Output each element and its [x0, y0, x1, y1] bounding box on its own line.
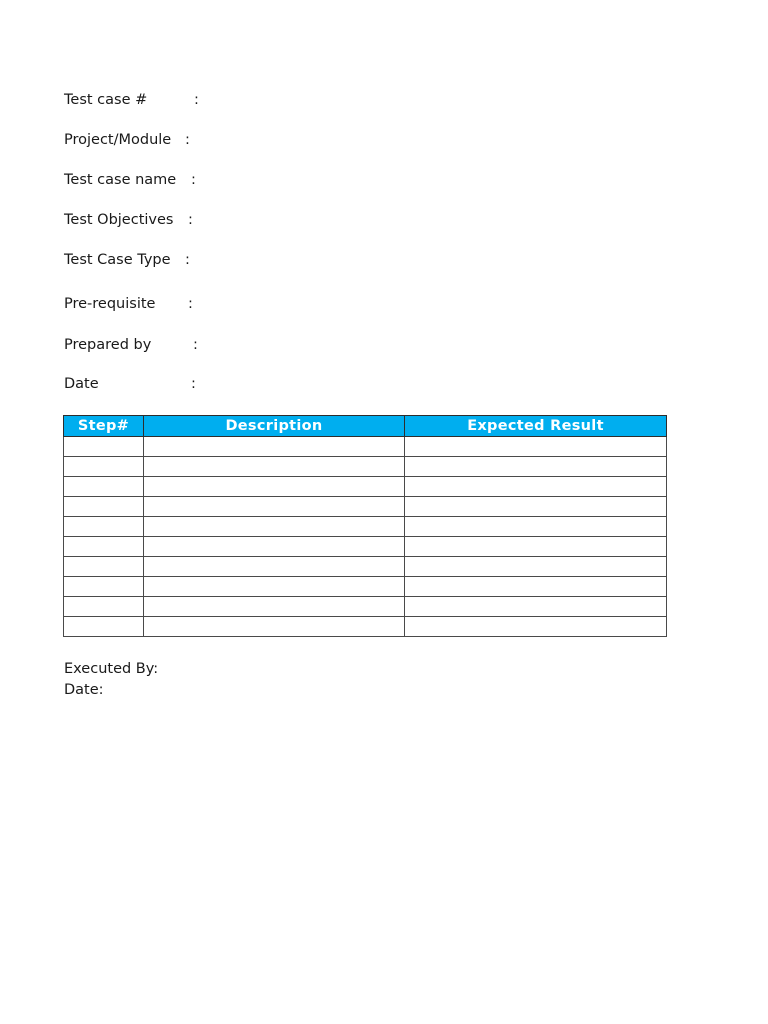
expected-result-cell[interactable]	[405, 457, 667, 477]
table-row	[64, 497, 667, 517]
table-body	[64, 437, 667, 637]
field-label: Pre-requisite	[64, 296, 156, 312]
expected-result-cell[interactable]	[405, 597, 667, 617]
table-row	[64, 477, 667, 497]
test-steps-table	[63, 415, 667, 637]
table-row	[64, 457, 667, 477]
expected-result-cell[interactable]	[405, 577, 667, 597]
field-colon: :	[193, 337, 198, 353]
expected-result-cell[interactable]	[405, 617, 667, 637]
description-cell[interactable]	[144, 437, 405, 457]
field-prepared-by	[64, 336, 198, 354]
description-cell[interactable]	[144, 537, 405, 557]
step-cell[interactable]	[64, 497, 144, 517]
field-label: Test case name	[64, 172, 177, 188]
expected-result-cell[interactable]	[405, 477, 667, 497]
field-colon: :	[194, 92, 199, 108]
description-cell[interactable]	[144, 457, 405, 477]
field-label: Test Case Type	[64, 252, 171, 268]
expected-result-cell[interactable]	[405, 497, 667, 517]
description-cell[interactable]	[144, 617, 405, 637]
field-date	[64, 375, 196, 393]
field-project-module	[64, 131, 190, 149]
field-label: Test Objectives	[64, 212, 174, 228]
field-colon: :	[188, 296, 193, 312]
step-cell[interactable]	[64, 537, 144, 557]
expected-result-cell[interactable]	[405, 437, 667, 457]
execution-date-label: Date:	[64, 682, 104, 698]
expected-result-cell[interactable]	[405, 557, 667, 577]
field-test-case-type	[64, 251, 190, 269]
step-cell[interactable]	[64, 517, 144, 537]
field-label: Prepared by	[64, 337, 152, 353]
step-cell[interactable]	[64, 577, 144, 597]
table-header-row	[64, 416, 667, 437]
description-cell[interactable]	[144, 557, 405, 577]
field-label: Test case #	[64, 92, 148, 108]
field-colon: :	[188, 212, 193, 228]
field-pre-requisite	[64, 295, 193, 313]
field-test-objectives	[64, 211, 193, 229]
field-colon: :	[191, 376, 196, 392]
field-label: Date	[64, 376, 99, 392]
column-header-step: Step#	[64, 416, 144, 437]
table-row	[64, 577, 667, 597]
field-test-case-name	[64, 171, 196, 189]
step-cell[interactable]	[64, 597, 144, 617]
field-test-case-number	[64, 91, 199, 109]
step-cell[interactable]	[64, 477, 144, 497]
description-cell[interactable]	[144, 577, 405, 597]
description-cell[interactable]	[144, 517, 405, 537]
field-colon: :	[185, 132, 190, 148]
field-colon: :	[185, 252, 190, 268]
table-row	[64, 437, 667, 457]
expected-result-cell[interactable]	[405, 517, 667, 537]
table-row	[64, 537, 667, 557]
description-cell[interactable]	[144, 597, 405, 617]
step-cell[interactable]	[64, 457, 144, 477]
expected-result-cell[interactable]	[405, 537, 667, 557]
step-cell[interactable]	[64, 437, 144, 457]
column-header-description: Description	[144, 416, 405, 437]
field-colon: :	[191, 172, 196, 188]
table-row	[64, 517, 667, 537]
table-row	[64, 617, 667, 637]
column-header-expected-result: Expected Result	[405, 416, 667, 437]
table-row	[64, 597, 667, 617]
field-label: Project/Module	[64, 132, 172, 148]
step-cell[interactable]	[64, 557, 144, 577]
executed-by-label: Executed By:	[64, 661, 159, 677]
table-row	[64, 557, 667, 577]
description-cell[interactable]	[144, 497, 405, 517]
description-cell[interactable]	[144, 477, 405, 497]
step-cell[interactable]	[64, 617, 144, 637]
